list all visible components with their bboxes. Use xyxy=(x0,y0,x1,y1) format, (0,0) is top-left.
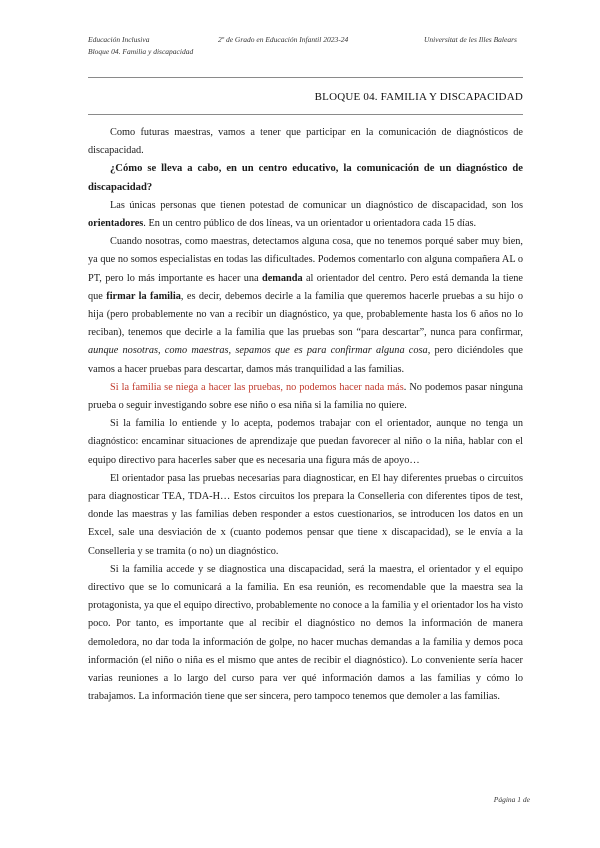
paragraph-intro: Como futuras maestras, vamos a tener que participar en la comunicación de diagnósticos de discapacidad. xyxy=(88,127,523,157)
text-run: . En un centro público de dos líneas, va un orientador u orientadora cada 15 días. xyxy=(143,218,477,230)
text-run: Las únicas personas que tienen potestad de comunicar un diagnóstico de discapacidad, son los xyxy=(110,199,523,211)
text-run: , es decir, debemos decirle a la familia que queremos hacerle pruebas a su hijo o hija (pero probablemente no van a recibir un diagnóstico, ya que, probablemente hasta los 6 años no lo reciban), tenemos que decirle a la familia que las pruebas son “para descartar”, nunca para confirmar, xyxy=(88,290,523,339)
paragraph-acceptance: Si la familia lo entiende y lo acepta, podemos trabajar con el orientador, aunque no tenga un diagnóstico: encaminar situaciones de aprendizaje que puedan favorecer al niño o la niña, hablar con el equipo directivo para hacerles saber que es necesaria una figura más de apoyo… xyxy=(88,418,523,466)
document-body xyxy=(88,124,523,707)
paragraph-demanda xyxy=(88,233,523,379)
header-block: Bloque 04. Familia y discapacidad xyxy=(88,47,194,56)
paragraph-orientadores xyxy=(88,197,523,233)
header-left xyxy=(88,34,193,58)
page-title: BLOQUE 04. FAMILIA Y DISCAPACIDAD xyxy=(314,91,523,103)
paragraph-communication: Si la familia accede y se diagnostica una discapacidad, será la maestra, el orientador y el equipo directivo que se lo comunicará a la familia. En esa reunión, es recomendable que la maestra sea la protagonista, ya que el equipo directivo, probablemente no conoce a la familia y el orientador los ha visto poco. Por tanto, es importante que al recibir el diagnóstico no demos la información de manera demoledora, no dar toda la información de golpe, no hacer muchas demandas a la familia y demos poca información (el niño o niña es el mismo que antes de recibir el diagnóstico). Lo conveniente sería hacer varias reuniones a lo largo del curso para ver qué información damos a las familias y cómo lo trabajamos. La información tiene que ser sincera, pero tampoco tenemos que demoler a las familias. xyxy=(88,563,523,703)
header-university: Universitat de les Illes Balears xyxy=(424,35,517,44)
header-course: Educación Inclusiva xyxy=(88,35,150,44)
bold-term-demanda: demanda xyxy=(261,272,303,284)
text-run: . No podemos pasar ninguna prueba o seguir investigando sobre ese niño o esa niña si la familia no quiere. xyxy=(88,381,523,412)
title-divider xyxy=(88,114,523,115)
header-degree: 2º de Grado en Educación Infantil 2023-24 xyxy=(218,35,349,44)
paragraph-tests: El orientador pasa las pruebas necesarias para diagnosticar, en El hay diferentes pruebas o circuitos para diagnosticar TEA, TDA-H… Estos circuitos los prepara la Conselleria con diferentes tipos de test, donde las maestras y las familias deben responder a estos cuestionarios, se introducen los datos en un Excel, sale una desviación de x (cuanto podemos pensar que tiene x discapacidad), se le envía a la Conselleria y se tramita (o no) un diagnóstico. xyxy=(88,472,523,557)
question-heading: ¿Cómo se lleva a cabo, en un centro educativo, la comunicación de un diagnóstico de discapacidad? xyxy=(88,163,523,193)
italic-aside: aunque nosotras, como maestras, sepamos que es para confirmar alguna cosa xyxy=(88,345,428,357)
text-run: , pero diciéndoles que vamos a hacer pruebas para descartar, damos más tranquilidad a las familias. xyxy=(88,345,523,375)
paragraph-refusal xyxy=(88,379,523,415)
bold-term-orientadores: orientadores xyxy=(88,218,144,230)
highlight-red-text: Si la familia se niega a hacer las pruebas, no podemos hacer nada más xyxy=(110,381,404,393)
header-divider xyxy=(88,77,523,78)
page-number: Página 1 de xyxy=(493,795,530,804)
bold-term-firmar: firmar la familia xyxy=(106,290,181,302)
text-run: al orientador del centro. Pero está demanda la tiene que xyxy=(88,272,523,302)
text-run: Cuando nosotras, como maestras, detectamos alguna cosa, que no tenemos porqué saber muy bien, ya que no somos especialistas en todas las dificultades. Podemos comentarlo con alguna compañera AL o PT, pero lo más importante es hacer una xyxy=(88,236,523,284)
